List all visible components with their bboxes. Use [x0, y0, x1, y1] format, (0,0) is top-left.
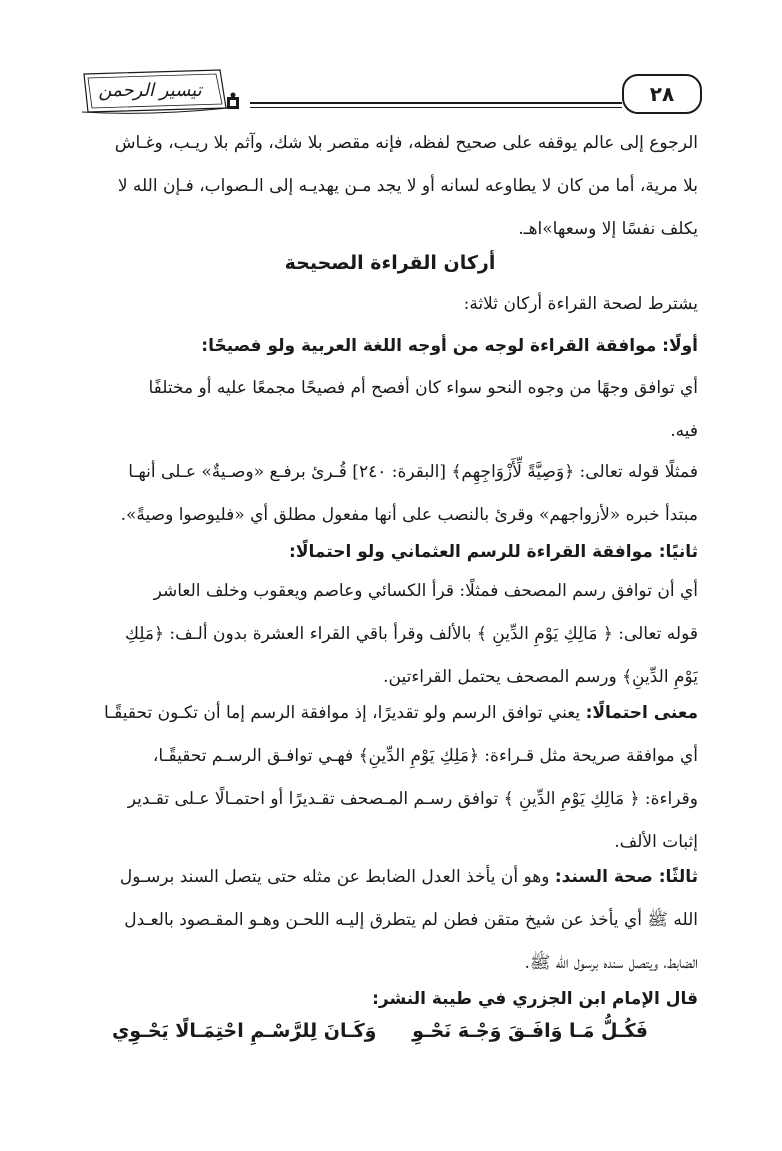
poem-second-hemistich: وَكَـانَ لِلرَّسْـمِ احْتِمَـالًا يَحْـوِي	[112, 1020, 377, 1042]
paragraph-8	[82, 692, 698, 864]
text-line	[82, 692, 698, 735]
text-line: إثبات الألف.	[614, 832, 698, 852]
text-line: الله ﷺ أي يأخذ عن شيخ متقن فطن لم يتطرق إليـه اللحـن وهـو المقـصود بالعـدل	[124, 910, 698, 930]
text-line: يشترط لصحة القراءة أركان ثلاثة:	[463, 294, 698, 314]
page-header	[80, 68, 702, 118]
condition-3-text: وهو أن يأخذ العدل الضابط عن مثله حتى يتصل السند برسـول	[119, 867, 555, 887]
text-line: أي توافق وجهًا من وجوه النحو سواء كان أفصح أم فصيحًا مجمعًا عليه أو مختلفًا	[148, 378, 698, 398]
term-definition: يعني توافق الرسم ولو تقديرًا، إذ موافقة الرسم إما أن تكـون تحقيقًـا	[103, 703, 586, 723]
paragraph-5	[82, 451, 698, 537]
paragraph-7	[82, 570, 698, 699]
text-line: فمثلًا قوله تعالى: ﴿وَصِيَّةً لِّأَزْوَاجِهِم﴾ [البقرة: ٢٤٠] قُـرئ برفـع «وصـيةٌ» عـلى أنهـا	[128, 462, 698, 482]
text-line	[82, 856, 698, 899]
text-line: أي موافقة صريحة مثل قـراءة: ﴿مَلِكِ يَوْمِ الدِّينِ﴾ فهـي توافـق الرسـم تحقيقًـا،	[152, 746, 698, 766]
book-title-logo	[80, 68, 230, 116]
paragraph-4	[82, 367, 698, 453]
condition-2-title	[82, 531, 698, 574]
text-line: فيه.	[670, 421, 698, 441]
poem-verse	[82, 1020, 698, 1060]
condition-1-title	[82, 325, 698, 368]
paragraph-2	[82, 283, 698, 326]
text-line: الضابط، ويتصل سنده برسول الله ﷺ.	[524, 953, 698, 973]
term-label: معنى احتمالًا:	[585, 703, 698, 723]
text-line: ثانيًا: موافقة القراءة للرسم العثماني ولو احتمالًا:	[289, 542, 698, 562]
text-line: وقراءة: ﴿ مَالِكِ يَوْمِ الدِّينِ ﴾ توافق رسـم المـصحف تقـديرًا أو احتمـالًا عـلى تقـدير	[127, 789, 698, 809]
section-heading: أركان القراءة الصحيحة	[284, 252, 496, 274]
poem-first-hemistich: فَكُـلُّ مَـا وَافَـقَ وَجْـهَ نَحْـوِ	[412, 1020, 648, 1042]
paragraph-9	[82, 856, 698, 985]
text-line: الرجوع إلى عالم يوقفه على صحيح لفظه، فإنه مقصر بلا شك، وآثم بلا ريـب، وغـاش	[114, 133, 698, 153]
header-rule-top	[250, 102, 622, 104]
condition-3-title: ثالثًا: صحة السند:	[554, 867, 698, 887]
text-line: أولًا: موافقة القراءة لوجه من أوجه اللغة العربية ولو فصيحًا:	[201, 336, 698, 356]
text-line: بلا مرية، أما من كان لا يطاوعه لسانه أو لا يجد مـن يهديـه إلى الـصواب، فـإن الله لا	[117, 176, 698, 196]
page-number: ٢٨	[622, 74, 702, 114]
text-line: يكلف نفسًا إلا وسعها»اهـ.	[518, 219, 698, 239]
text-line: أي أن توافق رسم المصحف فمثلًا: قرأ الكسائي وعاصم ويعقوب وخلف العاشر	[153, 581, 698, 601]
text-line: قال الإمام ابن الجزري في طيبة النشر:	[372, 989, 698, 1009]
book-title: تيسير الرحمن	[98, 80, 202, 101]
paragraph-1	[82, 122, 698, 251]
poem-intro	[82, 978, 698, 1021]
text-line: قوله تعالى: ﴿ مَالِكِ يَوْمِ الدِّينِ ﴾ بالألف وقرأ باقي القراء العشرة بدون ألـف: ﴿مَلِكِ	[124, 624, 698, 644]
text-line: مبتدأ خبره «لأزواجهم» وقرئ بالنصب على أنها مفعول مطلق أي «فليوصوا وصيةً».	[120, 505, 698, 525]
header-rule-bottom	[250, 107, 622, 108]
text-line: يَوْمِ الدِّينِ﴾ ورسم المصحف يحتمل القراءتين.	[383, 667, 698, 687]
